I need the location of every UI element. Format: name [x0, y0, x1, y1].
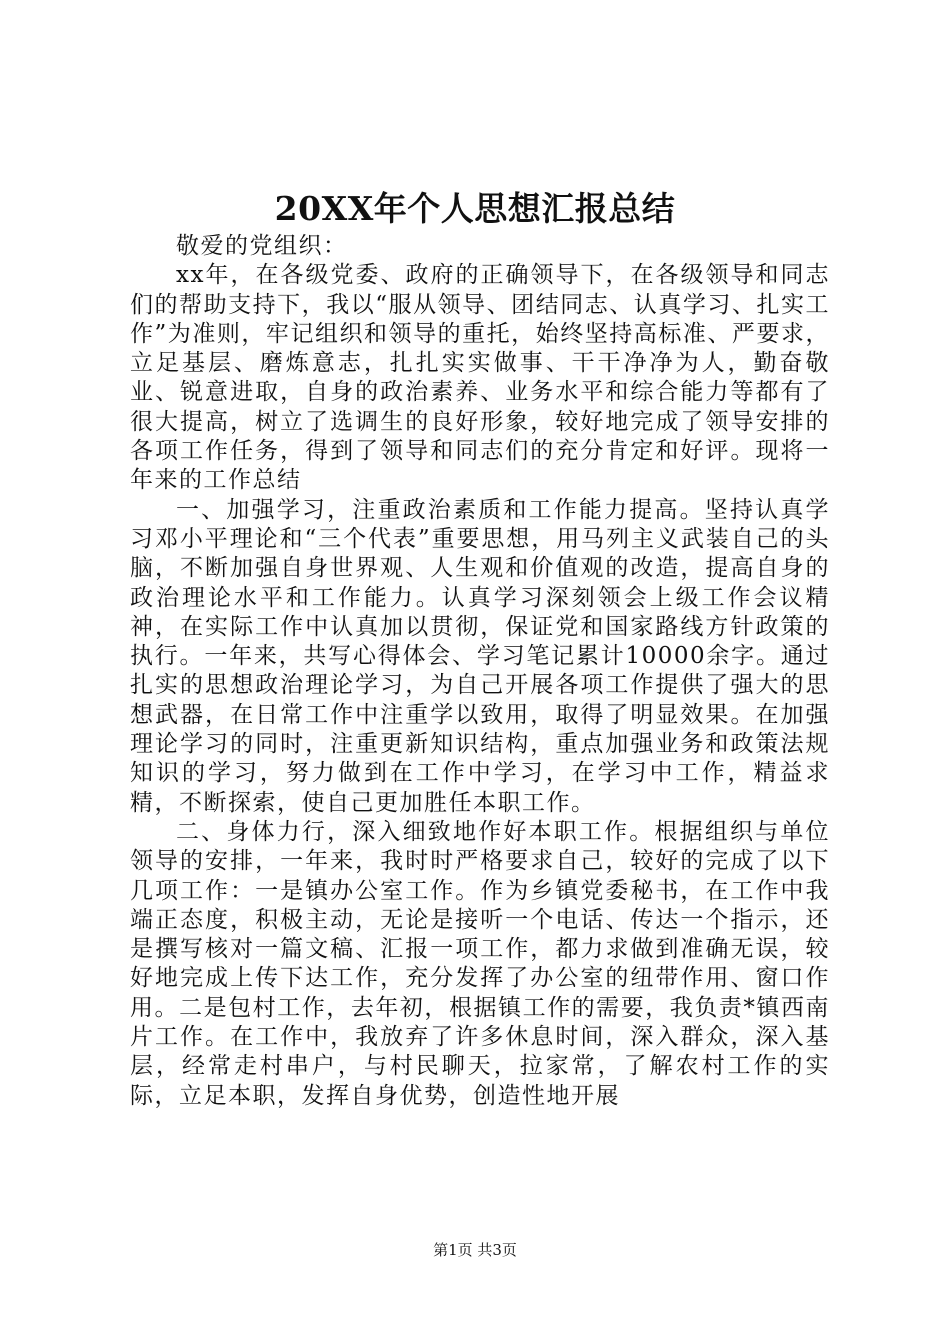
paragraph-section-two: 二、身体力行，深入细致地作好本职工作。根据组织与单位领导的安排，一年来，我时时严格要求自己，较好的完成了以下几项工作：一是镇办公室工作。作为乡镇党委秘书，在工作中我端正态度，积极主动，无论是接听一个电话、传达一个指示，还是撰写核对一篇文稿、汇报一项工作，都力求做到准确无误，较好地完成上传下达工作，充分发挥了办公室的纽带作用、窗口作用。二是包村工作，去年初，根据镇工作的需要，我负责*镇西南片工作。在工作中，我放弃了许多休息时间，深入群众，深入基层，经常走村串户，与村民聊天，拉家常，了解农村工作的实际，立足本职，发挥自身优势，创造性地开展 — [130, 818, 830, 1109]
paragraph-section-one: 一、加强学习，注重政治素质和工作能力提高。坚持认真学习邓小平理论和“三个代表”重要思想，用马列主义武装自己的头脑，不断加强自身世界观、人生观和价值观的改造，提高自身的政治理论水平和工作能力。认真学习深刻领会上级工作会议精神，在实际工作中认真加以贯彻，保证党和国家路线方针政策的执行。一年来，共写心得体会、学习笔记累计10000余字。通过扎实的思想政治理论学习，为自己开展各项工作提供了强大的思想武器，在日常工作中注重学以致用，取得了明显效果。在加强理论学习的同时，注重更新知识结构，重点加强业务和政策法规知识的学习，努力做到在工作中学习，在学习中工作，精益求精，不断探索，使自己更加胜任本职工作。 — [130, 496, 830, 816]
document-body — [130, 232, 830, 1111]
paragraph-intro: xx年，在各级党委、政府的正确领导下，在各级领导和同志们的帮助支持下，我以“服从领导、团结同志、认真学习、扎实工作”为准则，牢记组织和领导的重托，始终坚持高标准、严要求，立足基层、磨炼意志，扎扎实实做事、干干净净为人，勤奋敬业、锐意进取，自身的政治素养、业务水平和综合能力等都有了很大提高，树立了选调生的良好形象，较好地完成了领导安排的各项工作任务，得到了领导和同志们的充分肯定和好评。现将一年来的工作总结 — [130, 262, 830, 494]
page-number-footer: 第1页 共3页 — [433, 1241, 517, 1259]
document-title: 20XX年个人思想汇报总结 — [274, 189, 676, 228]
salutation: 敬爱的党组织： — [176, 233, 348, 259]
